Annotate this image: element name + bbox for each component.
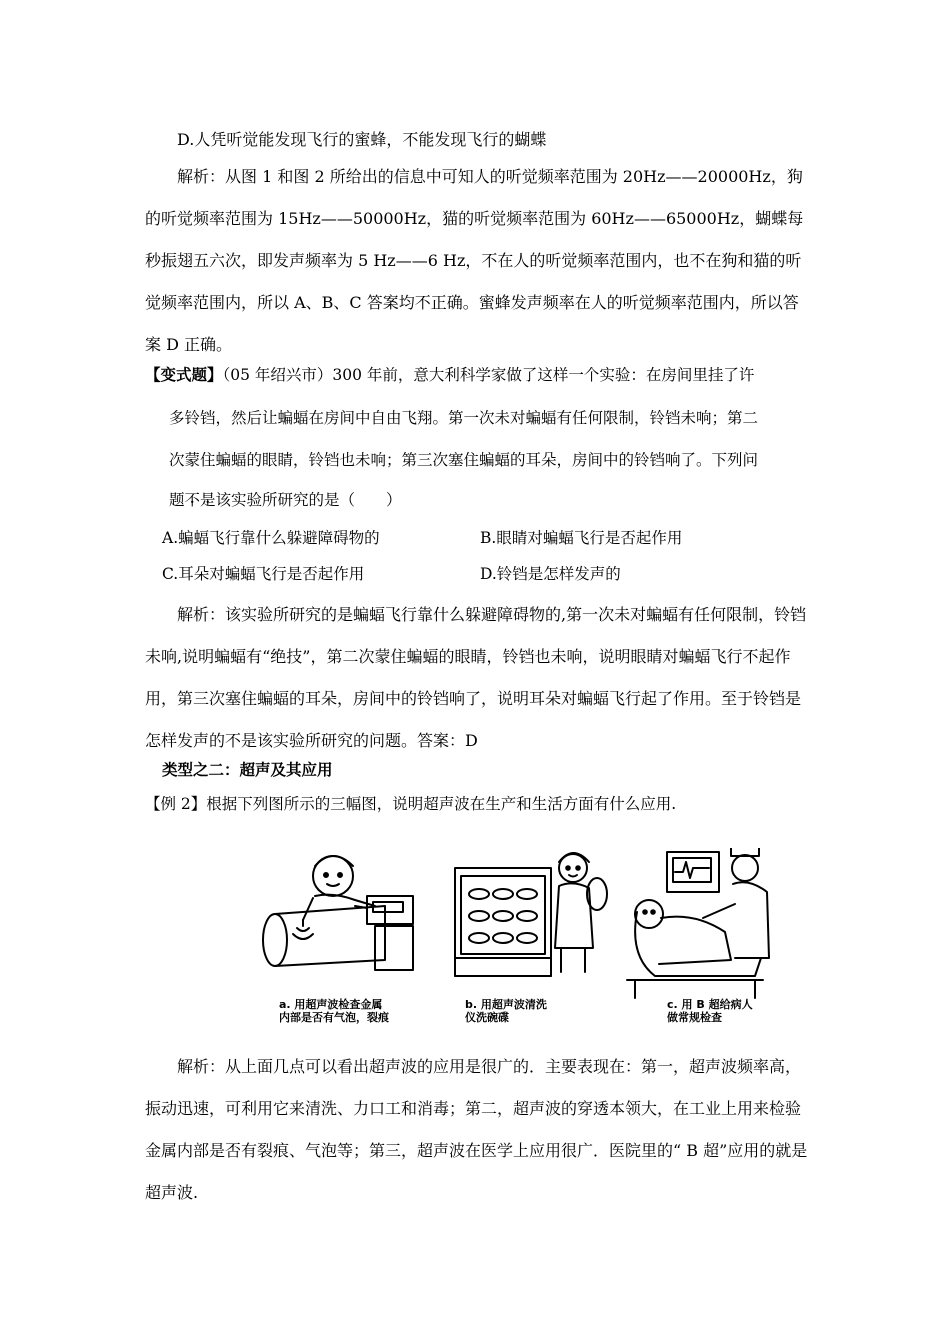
option-d: D.铃铛是怎样发声的 bbox=[480, 565, 621, 583]
variant-line-1-text: （05 年绍兴市）300 年前，意大利科学家做了这样一个实验：在房间里挂了许 bbox=[222, 366, 755, 384]
caption-b-line-2: 仪洗碗碟 bbox=[465, 1011, 509, 1024]
panel-b-dish-cleaning bbox=[455, 853, 607, 976]
variant-line-2: 多铃铛，然后让蝙蝠在房间中自由飞翔。第一次未对蝙蝠有任何限制，铃铛未响；第二 bbox=[169, 409, 759, 427]
variant-line-3: 次蒙住蝙蝠的眼睛，铃铛也未响；第三次塞住蝙蝠的耳朵，房间中的铃铛响了。下列问 bbox=[169, 451, 759, 469]
option-d-text: D.人凭听觉能发现飞行的蜜蜂，不能发现飞行的蝴蝶 bbox=[177, 130, 547, 149]
panel-a-metal-inspection bbox=[263, 856, 413, 970]
section-title: 类型之二：超声及其应用 bbox=[162, 760, 333, 779]
option-c: C.耳朵对蝙蝠飞行是否起作用 bbox=[162, 565, 365, 583]
emphasis-is: 是 · bbox=[200, 491, 216, 509]
caption-c-line-1: c. 用 B 超给病人 bbox=[667, 998, 753, 1011]
variant-tag: 【变式题】 bbox=[145, 365, 223, 384]
panel-c-b-ultrasound bbox=[627, 848, 769, 998]
example-2-text: 【例 2】根据下列图所示的三幅图，说明超声波在生产和生活方面有什么应用. bbox=[145, 795, 677, 813]
option-a: A.蝙蝠飞行靠什么躲避障碍物的 bbox=[162, 529, 380, 547]
variant-line-4-d: 该实验所研究的是（ ） bbox=[215, 491, 402, 509]
emphasis-not: 不 · bbox=[185, 491, 201, 509]
caption-b-line-1: b. 用超声波清洗 bbox=[465, 998, 547, 1011]
analysis-paragraph-1: 解析：从图 1 和图 2 所给出的信息中可知人的听觉频率范围为 20Hz——20000Hz，狗的听觉频率范围为 15Hz——50000Hz，猫的听觉频率范围为 60Hz——65000Hz，蝴蝶每秒振翅五六次，即发声频率为 5 Hz——6 Hz，不在人的听觉频率范围内，也不在狗和猫的听觉频率范围内，所以 A、B、C 答案均不正确。蜜蜂发声频率在人的听觉频率范围内，所以答案 D 正确。 bbox=[145, 167, 804, 354]
analysis-paragraph-3: 解析：从上面几点可以看出超声波的应用是很广的．主要表现在：第一，超声波频率高，振动迅速，可利用它来清洗、力口工和消毒；第二，超声波的穿透本领大，在工业上用来检验金属内部是否有裂痕、气泡等；第三，超声波在医学上应用很广．医院里的“ B 超”应用的就是超声波. bbox=[145, 1057, 808, 1202]
option-b: B.眼睛对蝙蝠飞行是否起作用 bbox=[480, 529, 683, 547]
variant-line-1 bbox=[145, 357, 815, 393]
caption-a-line-1: a. 用超声波检查金属 bbox=[279, 998, 383, 1011]
caption-c-line-2: 做常规检查 bbox=[667, 1011, 722, 1024]
caption-a-line-2: 内部是否有气泡，裂痕 bbox=[279, 1011, 389, 1024]
analysis-paragraph-2: 解析：该实验所研究的是蝙蝠飞行靠什么躲避障碍物的,第一次未对蝙蝠有任何限制，铃铛未响,说明蝙蝠有“绝技”，第二次蒙住蝙蝠的眼睛，铃铛也未响，说明眼睛对蝙蝠飞行不起作用，第三次塞住蝙蝠的耳朵，房间中的铃铛响了，说明耳朵对蝙蝠飞行起了作用。至于铃铛是怎样发声的不是该实验所研究的问题。答案：D bbox=[145, 605, 807, 750]
variant-line-4-a: 题 bbox=[169, 491, 185, 509]
variant-line-4 bbox=[169, 482, 819, 518]
ultrasound-figure bbox=[255, 848, 775, 1028]
